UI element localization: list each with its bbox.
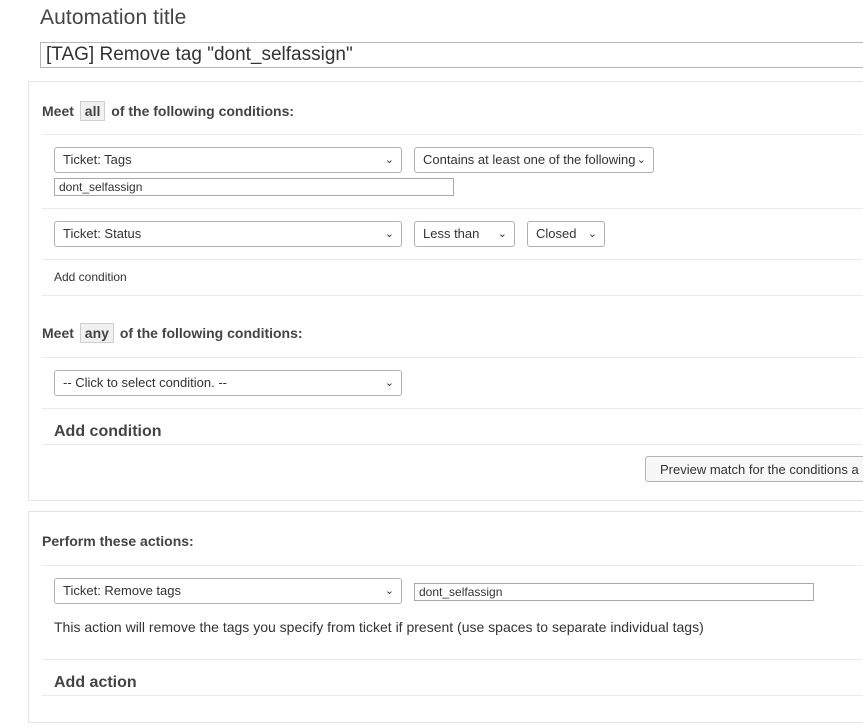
condition-operator-value: Contains at least one of the following: [423, 152, 636, 167]
condition-value-select[interactable]: [527, 221, 605, 247]
divider: [42, 295, 863, 296]
action-field-value: Ticket: Remove tags: [63, 583, 182, 598]
meet-any-prefix: Meet: [42, 325, 74, 341]
condition-operator-select[interactable]: [414, 147, 654, 173]
divider: [42, 134, 863, 135]
any-condition-placeholder: -- Click to select condition. --: [63, 375, 227, 390]
all-keyword: all: [80, 101, 106, 121]
preview-match-button[interactable]: Preview match for the conditions a: [645, 456, 863, 482]
automation-title-input[interactable]: [40, 42, 863, 68]
condition-field-select[interactable]: [54, 221, 402, 247]
meet-all-prefix: Meet: [42, 103, 74, 119]
condition-operator-select[interactable]: [414, 221, 515, 247]
chevron-down-icon: ⌄: [497, 228, 507, 240]
meet-all-suffix: of the following conditions:: [111, 103, 295, 119]
chevron-down-icon: ⌄: [384, 228, 394, 240]
action-field-select[interactable]: [54, 578, 402, 604]
meet-any-heading: [42, 322, 303, 344]
chevron-down-icon: ⌄: [384, 377, 394, 389]
divider: [42, 357, 863, 358]
condition-field-value: Ticket: Status: [63, 226, 142, 241]
page-title: Automation title: [40, 6, 187, 29]
condition-operator-value: Less than: [423, 226, 480, 241]
meet-all-heading: [42, 100, 294, 122]
chevron-down-icon: ⌄: [384, 154, 394, 166]
actions-heading: Perform these actions:: [42, 533, 194, 549]
condition-field-value: Ticket: Tags: [63, 152, 132, 167]
divider: [42, 695, 863, 696]
divider: [42, 444, 863, 445]
chevron-down-icon: ⌄: [384, 585, 394, 597]
add-condition-any-link[interactable]: Add condition: [54, 423, 162, 440]
condition-value-input[interactable]: [54, 178, 454, 196]
divider: [42, 208, 863, 209]
actions-panel: [28, 511, 863, 723]
conditions-panel: [28, 81, 863, 501]
any-condition-select[interactable]: [54, 370, 402, 396]
divider: [42, 659, 863, 660]
condition-value-selected: Closed: [536, 226, 577, 241]
action-help-text: This action will remove the tags you specify from ticket if present (use spaces to separate individual tags): [54, 619, 704, 635]
divider: [42, 408, 863, 409]
condition-field-select[interactable]: [54, 147, 402, 173]
any-keyword: any: [80, 323, 114, 343]
action-value-input[interactable]: [414, 583, 814, 601]
add-condition-all-link[interactable]: Add condition: [54, 270, 127, 284]
divider: [42, 565, 863, 566]
add-action-link[interactable]: Add action: [54, 674, 137, 691]
divider: [42, 259, 863, 260]
meet-any-suffix: of the following conditions:: [119, 325, 303, 341]
chevron-down-icon: ⌄: [587, 228, 597, 240]
chevron-down-icon: ⌄: [636, 154, 646, 166]
